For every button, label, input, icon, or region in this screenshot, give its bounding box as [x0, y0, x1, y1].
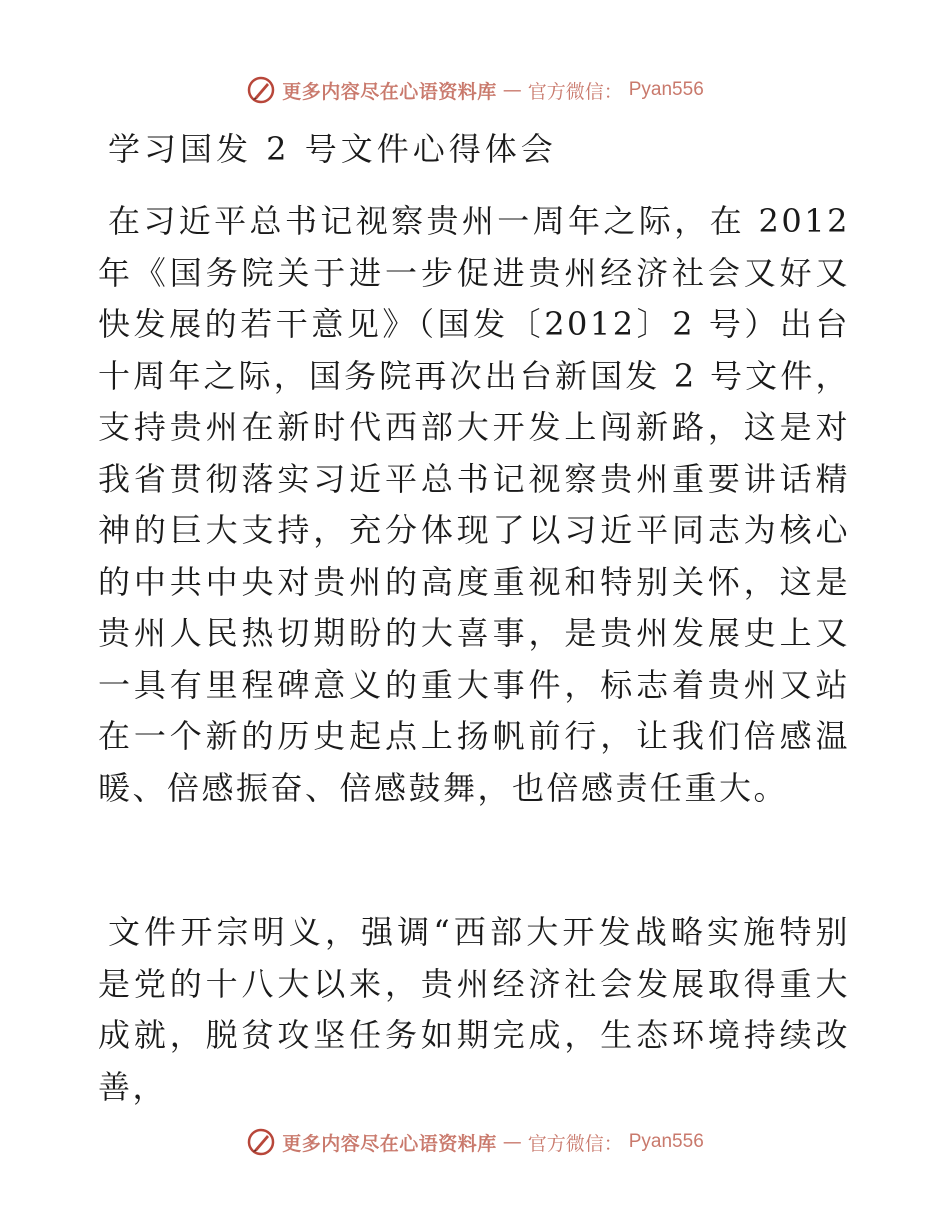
watermark-separator: — [502, 1131, 522, 1153]
paragraph-1: 在习近平总书记视察贵州一周年之际，在 2012 年《国务院关于进一步促进贵州经济社会又好又快发展的若干意见》（国发〔2012〕2 号）出台十周年之际，国务院再次出台新国发 2 号文件，支持贵州在新时代西部大开发上闯新路，这是对我省贯彻落实习近平总书记视察贵州重要讲话精神的巨大支持，充分体现了以习近平同志为核心的中共中央对贵州的高度重视和特别关怀，这是贵州人民热切期盼的大喜事，是贵州发展史上又一具有里程碑意义的重大事件，标志着贵州又站在一个新的历史起点上扬帆前行，让我们倍感温暖、倍感振奋、倍感鼓舞，也倍感责任重大。 [98, 202, 850, 807]
watermark-brand: 更多内容尽在心语资料库 [282, 80, 497, 103]
quill-logo-icon [246, 1127, 276, 1157]
quill-logo-icon [246, 75, 276, 105]
header-watermark [0, 72, 950, 108]
watermark-handle: Pyan556 [628, 1131, 704, 1152]
paragraph-2: 文件开宗明义，强调“西部大开发战略实施特别是党的十八大以来，贵州经济社会发展取得重大成就，脱贫攻坚任务如期完成，生态环境持续改善， [98, 913, 850, 1106]
watermark-wechat-label: 官方微信： [527, 1132, 623, 1155]
footer-watermark [0, 1124, 950, 1160]
watermark-handle: Pyan556 [628, 79, 704, 100]
watermark-wechat-label: 官方微信： [527, 80, 623, 103]
watermark-separator: — [502, 79, 522, 101]
document-title: 学习国发 2 号文件心得体会 [108, 130, 557, 168]
watermark-brand: 更多内容尽在心语资料库 [282, 1132, 497, 1155]
